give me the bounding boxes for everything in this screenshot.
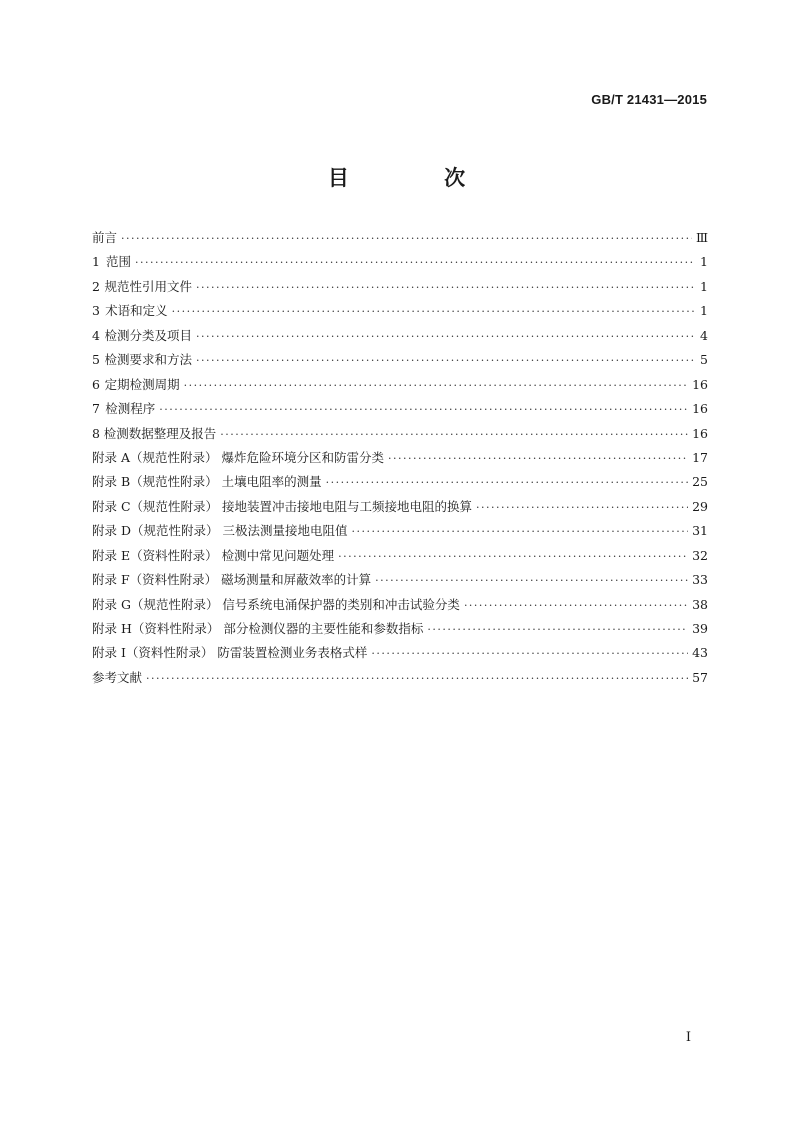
toc-entry-7[interactable]: [92, 397, 708, 421]
toc-entry-page: 16: [692, 425, 708, 441]
toc-entry-number: 5: [92, 352, 100, 368]
footer-page-number: I: [685, 1030, 691, 1045]
dot-leader: [172, 300, 694, 324]
toc-entry-page: 32: [692, 547, 708, 563]
standard-code: GB/T 21431—2015: [591, 92, 707, 107]
dot-leader: [476, 496, 688, 520]
toc-entry-2[interactable]: [92, 275, 708, 299]
dot-leader: [427, 618, 688, 642]
toc-entry-page: 1: [700, 303, 708, 319]
toc-entry-label: 附录 H（资料性附录） 部分检测仪器的主要性能和参数指标: [92, 621, 424, 636]
dot-leader: [196, 276, 694, 300]
toc-entry-label: 检测要求和方法: [104, 352, 192, 368]
toc-entry-appendix-h[interactable]: [92, 617, 708, 641]
toc-entry-appendix-b[interactable]: [92, 470, 708, 494]
toc-entry-label: 范围: [105, 254, 131, 270]
dot-leader: [121, 227, 692, 251]
toc-entry-page: 16: [692, 376, 708, 392]
toc-entry-appendix-c[interactable]: [92, 495, 708, 519]
toc-entry-number: 3: [92, 303, 100, 319]
toc-entry-6[interactable]: [92, 373, 708, 397]
toc-entry-page: 29: [692, 498, 708, 514]
dot-leader: [371, 642, 688, 666]
toc-entry-page: 1: [700, 254, 708, 270]
dot-leader: [184, 374, 688, 398]
toc-entry-label: 检测数据整理及报告: [103, 425, 217, 441]
toc-entry-label: 参考文献: [92, 669, 143, 685]
toc-entry-label: 附录 B（规范性附录） 土壤电阻率的测量: [92, 474, 322, 490]
toc-entry-label: 附录 A（规范性附录） 爆炸危险环境分区和防雷分类: [92, 449, 384, 465]
toc-entry-page: 17: [692, 449, 708, 465]
toc-entry-page: 5: [700, 352, 708, 368]
toc-entry-label: 附录 D（规范性附录） 三极法测量接地电阻值: [92, 523, 348, 539]
toc-entry-1[interactable]: [92, 250, 708, 274]
toc-entry-appendix-a[interactable]: [92, 446, 708, 470]
toc-entry-4[interactable]: [92, 324, 708, 348]
toc-entry-page: 31: [692, 523, 708, 539]
toc-entry-appendix-d[interactable]: [92, 519, 708, 543]
dot-leader: [388, 447, 688, 471]
toc-entry-references[interactable]: [92, 666, 708, 690]
toc-entry-number: 2: [92, 278, 100, 294]
dot-leader: [464, 594, 688, 618]
toc-entry-appendix-f[interactable]: [92, 568, 708, 592]
toc-entry-label: 前言: [92, 230, 118, 245]
toc-entry-foreword[interactable]: [92, 226, 708, 250]
toc-entry-page: 4: [700, 327, 708, 343]
toc-entry-page: 43: [692, 645, 708, 661]
toc-entry-label: 附录 I（资料性附录） 防雷装置检测业务表格式样: [92, 645, 368, 661]
toc-entry-appendix-e[interactable]: [92, 544, 708, 568]
dot-leader: [159, 398, 688, 422]
toc-entry-8[interactable]: [92, 422, 708, 446]
toc-entry-page: 25: [692, 474, 708, 490]
toc-entry-page: 57: [692, 669, 708, 685]
toc-entry-label: 检测程序: [105, 401, 156, 417]
toc-entry-page: 33: [692, 572, 708, 588]
toc-entry-page: 39: [692, 621, 708, 636]
toc-entry-number: 4: [92, 327, 100, 343]
dot-leader: [338, 545, 688, 569]
toc-entry-label: 附录 E（资料性附录） 检测中常见问题处理: [92, 547, 335, 563]
toc-entry-page: 1: [700, 278, 708, 294]
toc-entry-page: Ⅲ: [695, 230, 708, 245]
toc-entry-label: 检测分类及项目: [104, 327, 192, 343]
toc-entry-number: 1: [92, 254, 100, 270]
dot-leader: [326, 471, 688, 495]
toc-entry-appendix-g[interactable]: [92, 593, 708, 617]
dot-leader: [196, 349, 694, 373]
dot-leader: [196, 325, 694, 349]
toc-entry-number: 6: [92, 376, 100, 392]
toc-entry-label: 附录 C（规范性附录） 接地装置冲击接地电阻与工频接地电阻的换算: [92, 498, 473, 514]
toc-entry-page: 16: [692, 401, 708, 417]
dot-leader: [146, 667, 688, 691]
dot-leader: [220, 423, 688, 447]
dot-leader: [135, 251, 694, 275]
toc-title: 目 次: [327, 166, 510, 190]
toc-entry-label: 定期检测周期: [104, 376, 180, 392]
toc-entry-appendix-i[interactable]: [92, 641, 708, 665]
dot-leader: [375, 569, 688, 593]
toc-list: [92, 226, 708, 690]
toc-entry-number: 8: [92, 425, 100, 441]
toc-entry-page: 38: [692, 596, 708, 612]
toc-entry-label: 附录 F（资料性附录） 磁场测量和屏蔽效率的计算: [92, 572, 372, 588]
toc-entry-number: 7: [92, 401, 100, 417]
toc-entry-label: 术语和定义: [105, 303, 168, 319]
toc-entry-label: 附录 G（规范性附录） 信号系统电涌保护器的类别和冲击试验分类: [92, 596, 460, 612]
toc-entry-5[interactable]: [92, 348, 708, 372]
toc-entry-3[interactable]: [92, 299, 708, 323]
dot-leader: [351, 520, 688, 544]
toc-entry-label: 规范性引用文件: [104, 278, 192, 294]
